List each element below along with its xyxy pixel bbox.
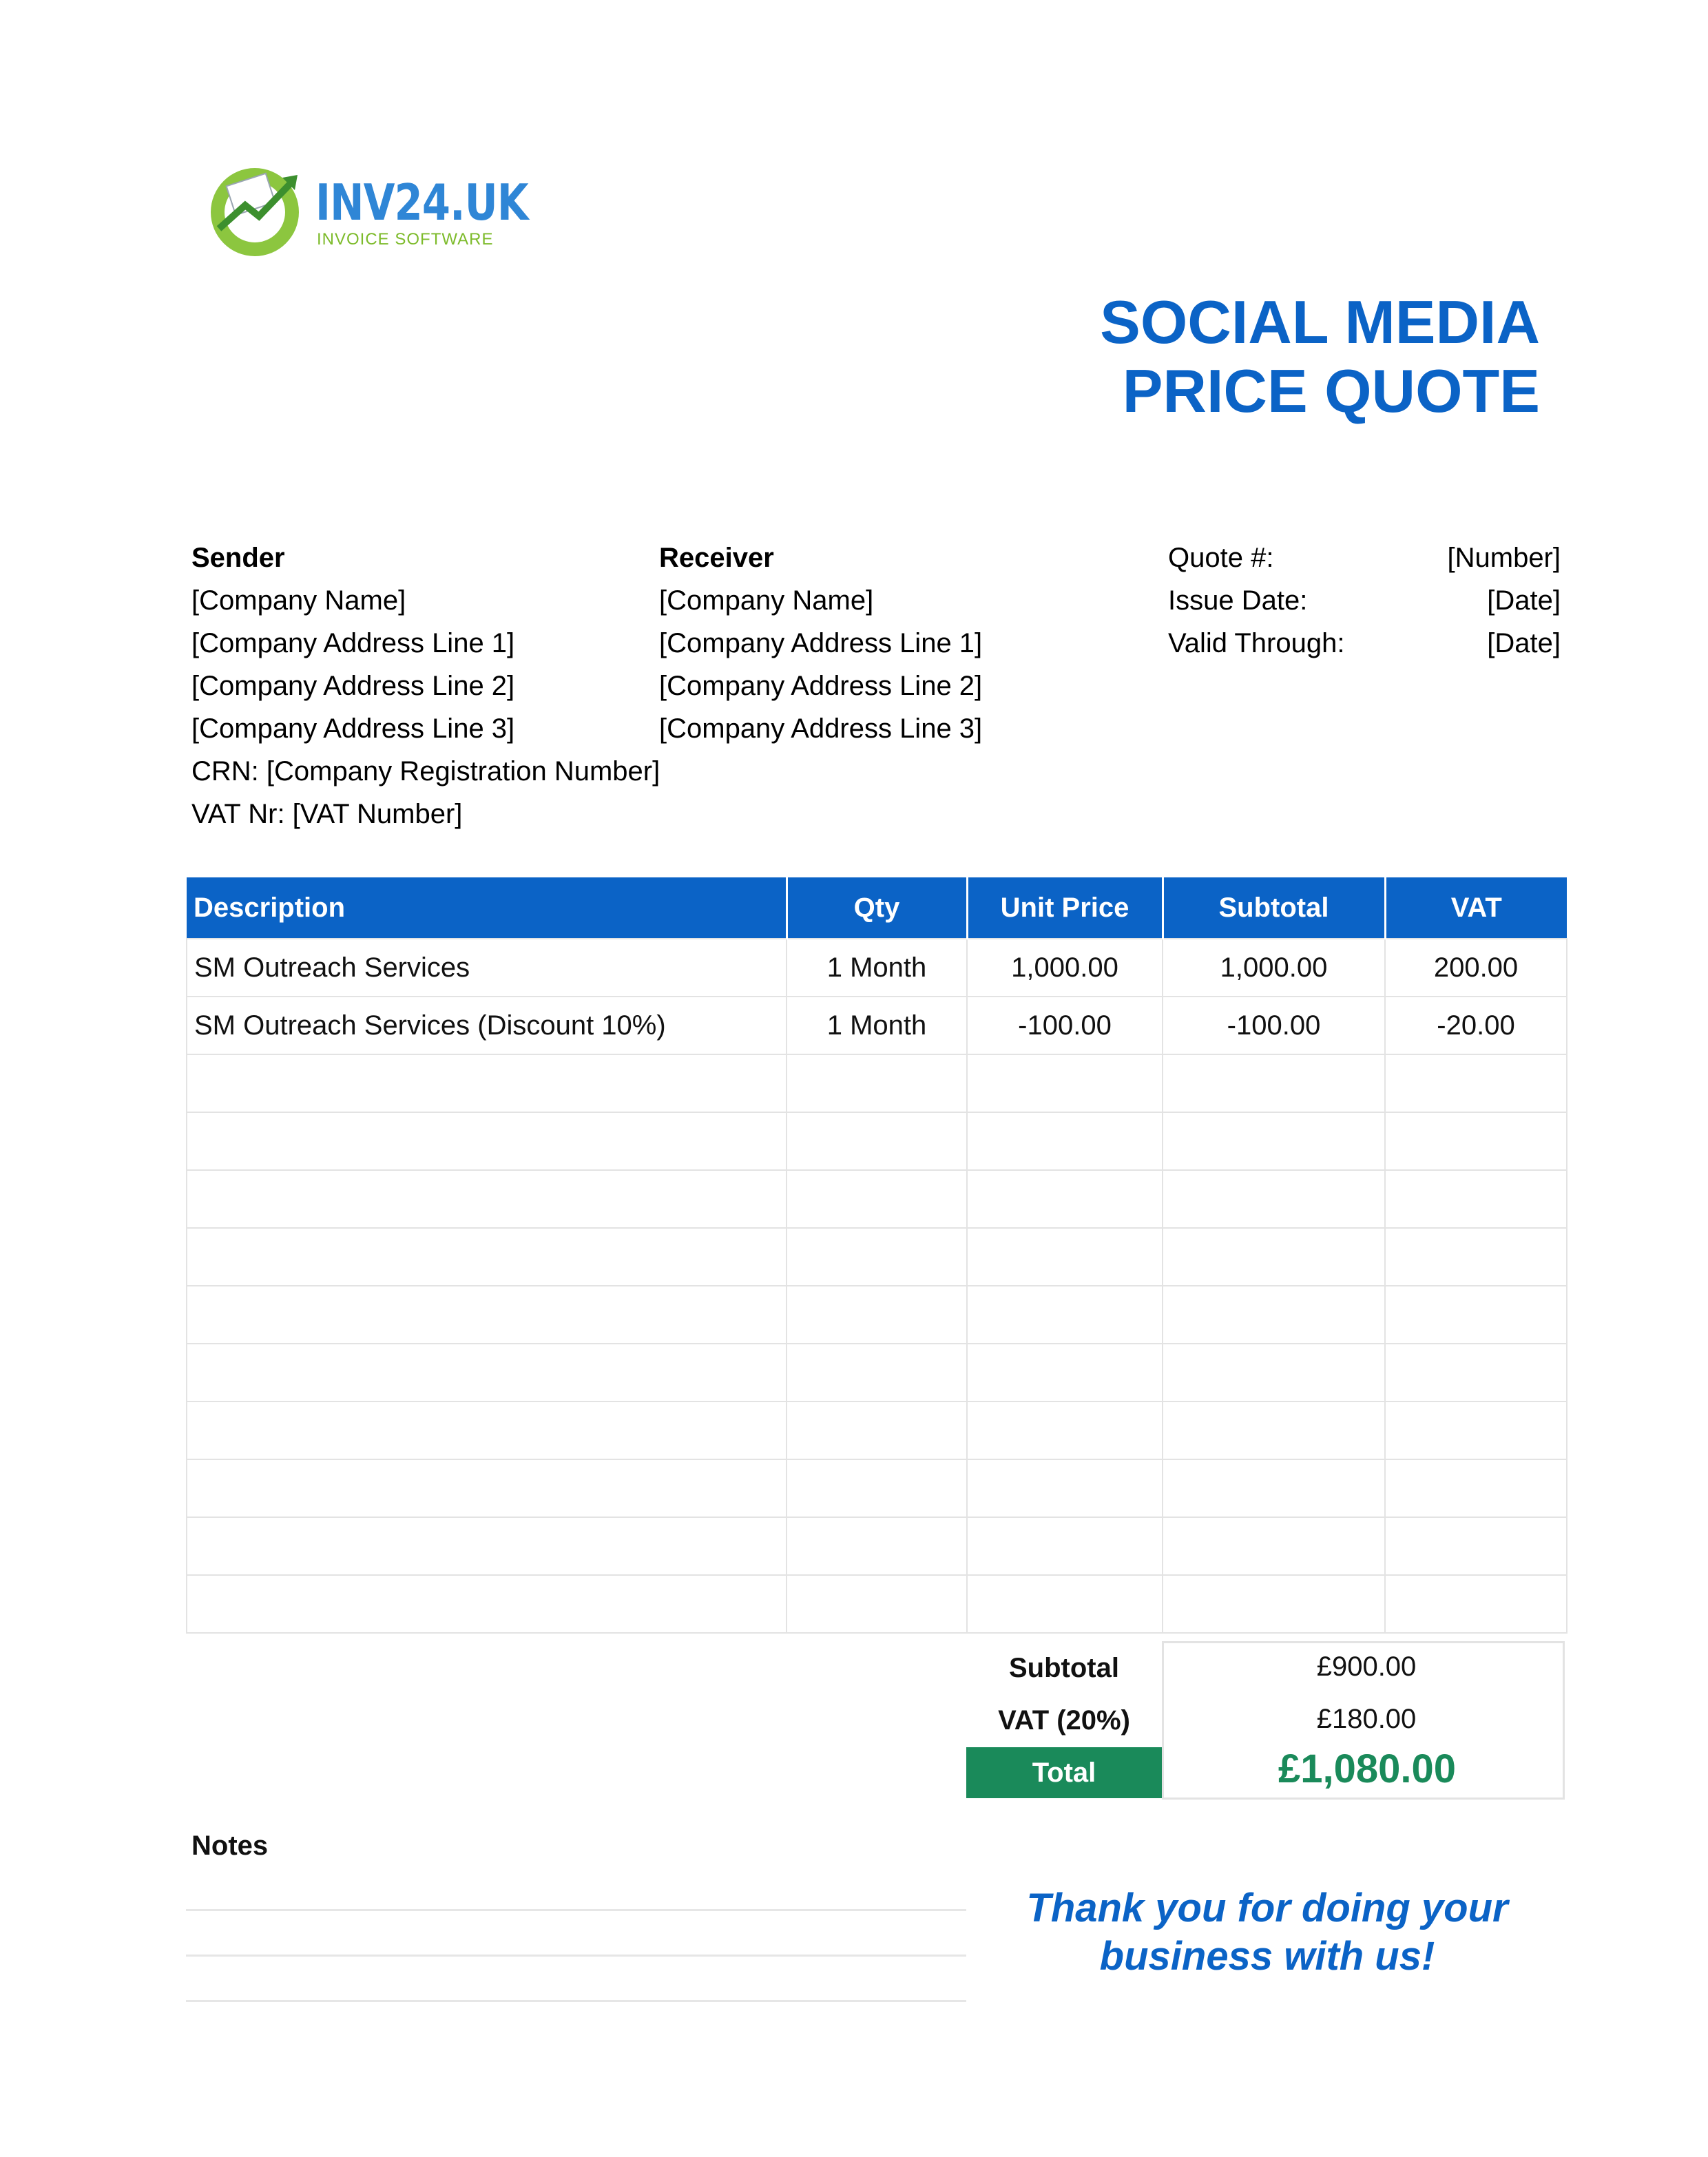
table-row: [187, 1170, 1567, 1228]
table-row: [187, 1054, 1567, 1112]
sender-block: [191, 536, 660, 835]
vat-label: VAT (20%): [998, 1705, 1130, 1736]
cell-description[interactable]: [187, 1228, 787, 1286]
cell-subtotal[interactable]: [1163, 1575, 1385, 1633]
header-description: Description: [187, 877, 787, 939]
thank-you-line-1: Thank you for doing your: [1026, 1886, 1508, 1930]
quote-number-label: Quote #:: [1168, 543, 1274, 573]
header-qty: Qty: [787, 877, 967, 939]
title-line-1: SOCIAL MEDIA: [1100, 288, 1540, 356]
receiver-address-2: [Company Address Line 2]: [659, 671, 983, 701]
cell-vat[interactable]: [1385, 1228, 1567, 1286]
cell-description[interactable]: [187, 1459, 787, 1517]
cell-unit-price[interactable]: -100.00: [967, 997, 1163, 1054]
sender-vat-number: VAT Nr: [VAT Number]: [191, 799, 463, 829]
cell-subtotal[interactable]: [1163, 1054, 1385, 1112]
cell-qty[interactable]: 1 Month: [787, 939, 967, 997]
table-row: [187, 1575, 1567, 1633]
cell-qty[interactable]: [787, 1228, 967, 1286]
cell-description[interactable]: [187, 1575, 787, 1633]
sender-company-name: [Company Name]: [191, 585, 406, 616]
cell-qty[interactable]: [787, 1517, 967, 1575]
cell-description[interactable]: [187, 1286, 787, 1344]
cell-subtotal[interactable]: [1163, 1344, 1385, 1401]
cell-unit-price[interactable]: [967, 1112, 1163, 1170]
quote-meta-labels: [1168, 536, 1344, 665]
thank-you-line-2: business with us!: [1099, 1934, 1435, 1979]
vat-value: £180.00: [1316, 1704, 1417, 1734]
cell-unit-price[interactable]: 1,000.00: [967, 939, 1163, 997]
sender-heading: Sender: [191, 543, 285, 573]
notes-line[interactable]: [186, 1909, 966, 1911]
cell-unit-price[interactable]: [967, 1401, 1163, 1459]
table-row: [187, 1401, 1567, 1459]
company-logo: [205, 163, 528, 259]
cell-vat[interactable]: [1385, 1401, 1567, 1459]
logo-tagline: INVOICE SOFTWARE: [317, 230, 494, 249]
cell-unit-price[interactable]: [967, 1228, 1163, 1286]
cell-unit-price[interactable]: [967, 1517, 1163, 1575]
cell-subtotal[interactable]: 1,000.00: [1163, 939, 1385, 997]
cell-subtotal[interactable]: [1163, 1228, 1385, 1286]
cell-vat[interactable]: -20.00: [1385, 997, 1567, 1054]
cell-vat[interactable]: 200.00: [1385, 939, 1567, 997]
cell-vat[interactable]: [1385, 1054, 1567, 1112]
table-row: [187, 1228, 1567, 1286]
notes-line[interactable]: [186, 2000, 966, 2002]
document-title: [1100, 288, 1540, 426]
receiver-address-1: [Company Address Line 1]: [659, 628, 983, 658]
cell-qty[interactable]: [787, 1575, 967, 1633]
table-row: [187, 1112, 1567, 1170]
valid-through-label: Valid Through:: [1168, 628, 1345, 658]
cell-subtotal[interactable]: [1163, 1170, 1385, 1228]
issue-date-value: [Date]: [1487, 585, 1561, 616]
table-header-row: [187, 877, 1567, 939]
thank-you-message: [992, 1884, 1543, 1981]
sender-crn: CRN: [Company Registration Number]: [191, 756, 660, 786]
receiver-block: [659, 536, 982, 750]
total-label: Total: [966, 1747, 1162, 1798]
notes-line[interactable]: [186, 1955, 966, 1957]
cell-qty[interactable]: [787, 1344, 967, 1401]
cell-subtotal[interactable]: [1163, 1401, 1385, 1459]
cell-subtotal[interactable]: [1163, 1517, 1385, 1575]
header-subtotal: Subtotal: [1163, 877, 1385, 939]
notes-heading: Notes: [191, 1831, 269, 1861]
table-row: [187, 939, 1567, 997]
cell-vat[interactable]: [1385, 1517, 1567, 1575]
cell-subtotal[interactable]: [1163, 1286, 1385, 1344]
cell-description[interactable]: [187, 1517, 787, 1575]
header-vat: VAT: [1385, 877, 1567, 939]
cell-vat[interactable]: [1385, 1459, 1567, 1517]
cell-vat[interactable]: [1385, 1575, 1567, 1633]
subtotal-label: Subtotal: [1009, 1653, 1119, 1683]
cell-vat[interactable]: [1385, 1170, 1567, 1228]
cell-subtotal[interactable]: [1163, 1112, 1385, 1170]
cell-description[interactable]: SM Outreach Services: [187, 939, 787, 997]
subtotal-value: £900.00: [1316, 1651, 1417, 1682]
cell-description[interactable]: [187, 1401, 787, 1459]
sender-address-1: [Company Address Line 1]: [191, 628, 515, 658]
logo-brand-text: INV24.UK: [315, 174, 528, 231]
table-row: [187, 1517, 1567, 1575]
table-row: [187, 1286, 1567, 1344]
table-row: [187, 1459, 1567, 1517]
receiver-address-3: [Company Address Line 3]: [659, 713, 983, 744]
table-row: [187, 997, 1567, 1054]
cell-description[interactable]: SM Outreach Services (Discount 10%): [187, 997, 787, 1054]
cell-unit-price[interactable]: [967, 1575, 1163, 1633]
quote-number-value: [Number]: [1447, 543, 1561, 573]
title-line-2: PRICE QUOTE: [1122, 357, 1540, 425]
cell-vat[interactable]: [1385, 1286, 1567, 1344]
sender-address-3: [Company Address Line 3]: [191, 713, 515, 744]
cell-vat[interactable]: [1385, 1112, 1567, 1170]
issue-date-label: Issue Date:: [1168, 585, 1308, 616]
cell-qty[interactable]: [787, 1170, 967, 1228]
cell-vat[interactable]: [1385, 1344, 1567, 1401]
cell-qty[interactable]: [787, 1112, 967, 1170]
cell-unit-price[interactable]: [967, 1286, 1163, 1344]
cell-description[interactable]: [187, 1344, 787, 1401]
cell-subtotal[interactable]: [1163, 1459, 1385, 1517]
cell-description[interactable]: [187, 1054, 787, 1112]
table-row: [187, 1344, 1567, 1401]
logo-emblem-icon: [205, 163, 309, 259]
header-unit-price: Unit Price: [967, 877, 1163, 939]
cell-unit-price[interactable]: [967, 1054, 1163, 1112]
sender-address-2: [Company Address Line 2]: [191, 671, 515, 701]
cell-unit-price[interactable]: [967, 1344, 1163, 1401]
cell-qty[interactable]: 1 Month: [787, 997, 967, 1054]
quote-meta-values: [1448, 536, 1561, 665]
cell-subtotal[interactable]: -100.00: [1163, 997, 1385, 1054]
line-items-table: [186, 877, 1568, 1634]
cell-unit-price[interactable]: [967, 1459, 1163, 1517]
cell-qty[interactable]: [787, 1286, 967, 1344]
cell-unit-price[interactable]: [967, 1170, 1163, 1228]
cell-qty[interactable]: [787, 1401, 967, 1459]
cell-qty[interactable]: [787, 1459, 967, 1517]
valid-through-value: [Date]: [1487, 628, 1561, 658]
total-value: £1,080.00: [1278, 1747, 1457, 1791]
cell-description[interactable]: [187, 1112, 787, 1170]
cell-qty[interactable]: [787, 1054, 967, 1112]
receiver-company-name: [Company Name]: [659, 585, 874, 616]
cell-description[interactable]: [187, 1170, 787, 1228]
receiver-heading: Receiver: [659, 543, 774, 573]
